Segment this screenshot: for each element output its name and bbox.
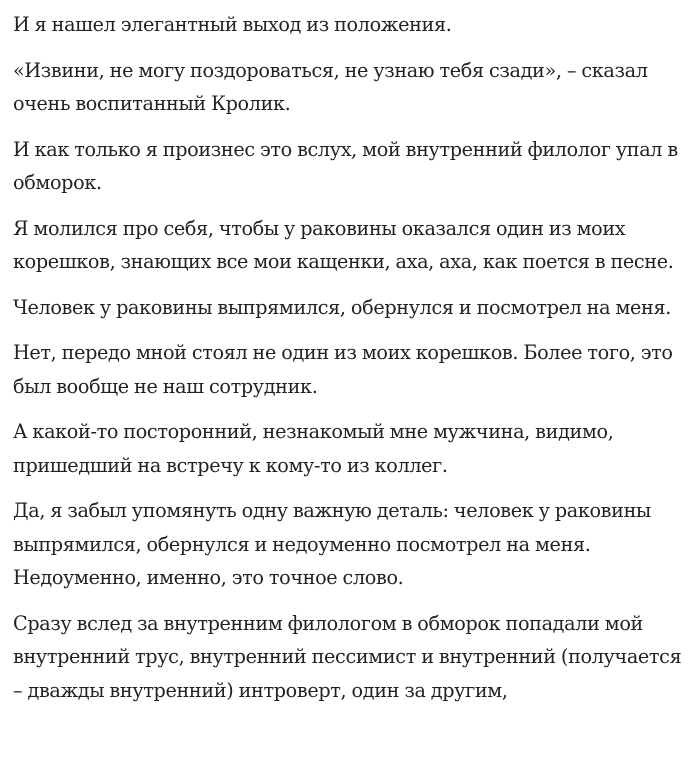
article-body <box>13 8 683 719</box>
paragraph: И я нашел элегантный выход из положения. <box>13 13 452 36</box>
paragraph: И как только я произнес это вслух, мой внутренний филолог упал в обморок. <box>13 137 678 194</box>
paragraph: А какой-то посторонний, незнакомый мне мужчина, видимо, пришедший на встречу к кому-то из коллег. <box>13 420 614 477</box>
paragraph: «Извини, не могу поздороваться, не узнаю тебя сзади», – сказал очень воспитанный Кролик. <box>13 58 648 115</box>
paragraph: Нет, передо мной стоял не один из моих корешков. Более того, это был вообще не наш сотрудник. <box>13 341 673 398</box>
paragraph: Да, я забыл упомянуть одну важную деталь: человек у раковины выпрямился, обернулся и недоуменно посмотрел на меня. Недоуменно, именно, это точное слово. <box>13 499 651 589</box>
paragraph: Я молился про себя, чтобы у раковины оказался один из моих корешков, знающих все мои кащенки, аха, аха, как поется в песне. <box>13 216 674 273</box>
paragraph: Человек у раковины выпрямился, обернулся и посмотрел на меня. <box>13 295 671 319</box>
paragraph: Сразу вслед за внутренним филологом в обморок попадали мой внутренний трус, внутренний пессимист и внутренний (получается – дважды внутренний) интроверт, один за другим, <box>13 611 682 702</box>
